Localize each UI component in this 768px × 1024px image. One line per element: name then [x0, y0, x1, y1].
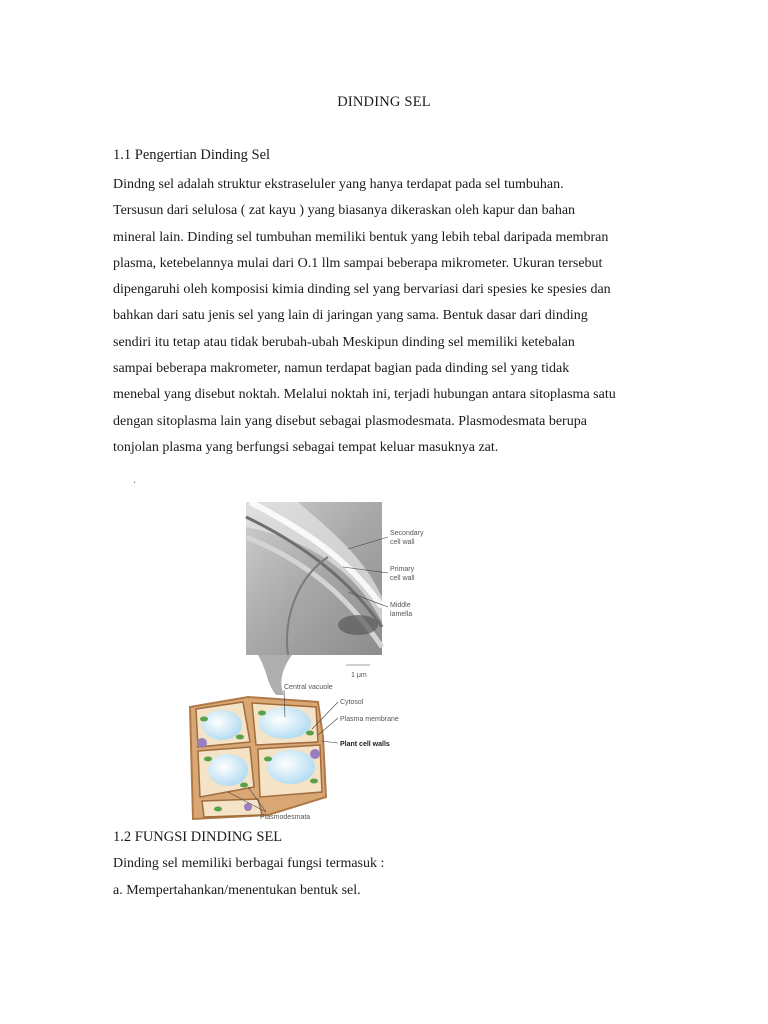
plant-cell-walls-label: Plant cell walls: [340, 741, 390, 748]
paragraph-line: plasma, ketebelannya mulai dari O.1 llm sampai beberapa mikrometer. Ukuran tersebut: [113, 255, 603, 271]
paragraph-line: Dindng sel adalah struktur ekstraseluler yang hanya terdapat pada sel tumbuhan.: [113, 177, 564, 192]
stray-mark: .: [133, 472, 136, 486]
section2-intro: Dinding sel memiliki berbagai fungsi termasuk :: [113, 856, 385, 871]
paragraph-line: dengan sitoplasma lain yang disebut sebagai plasmodesmata. Plasmodesmata berupa: [113, 413, 587, 429]
plasma-membrane-label: Plasma membrane: [340, 716, 399, 723]
paragraph-line: sampai beberapa makrometer, namun terdapat bagian pada dinding sel yang tidak: [113, 361, 570, 377]
section2-heading: 1.2 FUNGSI DINDING SEL: [113, 829, 283, 845]
secondary-wall-label-2: cell wall: [390, 539, 415, 546]
paragraph-line: bahkan dari satu jenis sel yang lain di jaringan yang sama. Bentuk dasar dari dinding: [113, 308, 588, 324]
paragraph-line: tonjolan plasma yang berfungsi sebagai tempat keluar masuknya zat.: [113, 439, 499, 455]
scale-bar-label: 1 μm: [351, 672, 367, 679]
middle-lamella-label-2: lamella: [390, 611, 413, 618]
plasmodesmata-label: Plasmodesmata: [260, 814, 311, 821]
paragraph-line: menebal yang disebut noktah. Melalui noktah ini, terjadi hubungan antara sitoplasma satu: [113, 387, 616, 403]
paragraph-line: mineral lain. Dinding sel tumbuhan memiliki bentuk yang lebih tebal daripada membran: [113, 229, 609, 245]
page-title: DINDING SEL: [337, 94, 431, 110]
cell-wall-figure: [188, 497, 446, 822]
section1-paragraph: [113, 172, 658, 461]
secondary-wall-label: Secondary: [390, 530, 424, 537]
paragraph-line: sendiri itu tetap atau tidak berubah-ubah Meskipun dinding sel memiliki ketebalan: [113, 334, 575, 350]
electron-micrograph: [246, 502, 382, 655]
section2-item-a: a. Mempertahankan/menentukan bentuk sel.: [113, 883, 361, 898]
paragraph-line: Tersusun dari selulosa ( zat kayu ) yang biasanya dikeraskan oleh kapur dan bahan: [113, 203, 576, 219]
middle-lamella-label: Middle: [390, 602, 411, 609]
section1-heading: 1.1 Pengertian Dinding Sel: [113, 147, 271, 163]
paragraph-line: dipengaruhi oleh komposisi kimia dinding sel yang bervariasi dari spesies ke spesies dan: [113, 282, 611, 298]
primary-wall-label-2: cell wall: [390, 575, 415, 582]
central-vacuole-label: Central vacuole: [284, 684, 333, 691]
primary-wall-label: Primary: [390, 566, 415, 573]
cytosol-label: Cytosol: [340, 699, 364, 706]
